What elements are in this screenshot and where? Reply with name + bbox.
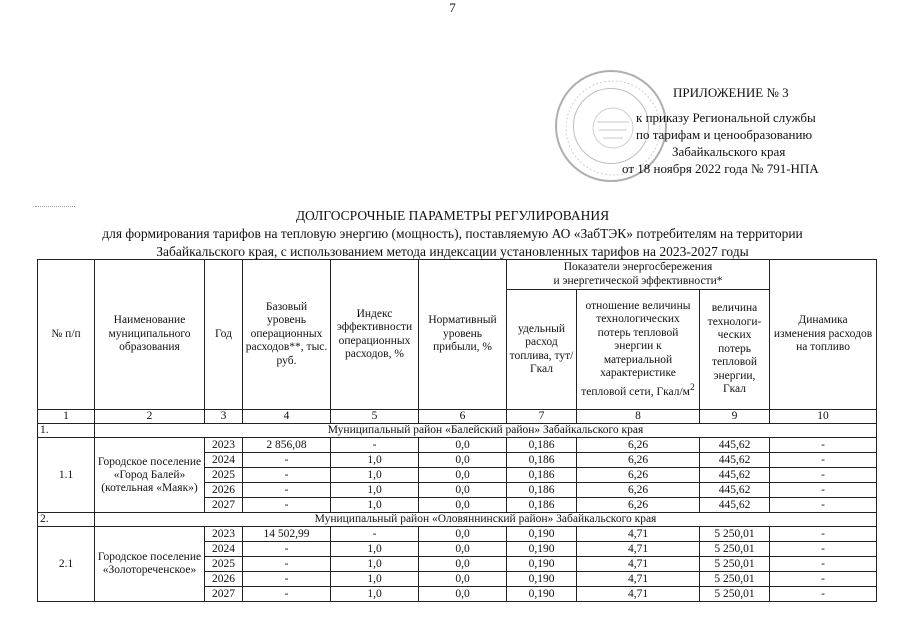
cell-loss-ratio: 4,71 [577, 572, 700, 587]
header-energy-group-line-1: Показатели энергосбережения [563, 261, 713, 273]
cell-year: 2023 [205, 527, 243, 542]
cell-base-level: - [243, 498, 331, 513]
cell-fuel-dynamics: - [770, 438, 877, 453]
appendix-line-1: к приказу Региональной службы [636, 110, 816, 125]
cell-fuel-dynamics: - [770, 483, 877, 498]
section-num: 1. [38, 424, 95, 438]
appendix-line-4: от 18 ноября 2022 года № 791-НПА [622, 161, 819, 176]
cell-base-level: - [243, 572, 331, 587]
cell-tech-losses: 5 250,01 [700, 572, 770, 587]
cell-tech-losses: 445,62 [700, 483, 770, 498]
cell-profit-level: 0,0 [419, 572, 507, 587]
header-base-level: Базовый уровень операционных расходов**, тыс. руб. [243, 260, 331, 410]
col-num: 8 [577, 410, 700, 424]
col-num: 5 [331, 410, 419, 424]
cell-tech-losses: 445,62 [700, 498, 770, 513]
cell-fuel-dynamics: - [770, 557, 877, 572]
header-profit-level: Нормативный уровень прибыли, % [419, 260, 507, 410]
cell-base-level: - [243, 468, 331, 483]
cell-tech-losses: 5 250,01 [700, 527, 770, 542]
cell-base-level: 2 856,08 [243, 438, 331, 453]
appendix-line-2: по тарифам и ценообразованию [636, 127, 813, 142]
cell-efficiency-index: 1,0 [331, 587, 419, 602]
section-row [38, 513, 877, 527]
header-municipality: Наименование муниципального образования [95, 260, 205, 410]
cell-tech-losses: 5 250,01 [700, 557, 770, 572]
cell-year: 2026 [205, 483, 243, 498]
column-number-row [38, 410, 877, 424]
cell-efficiency-index: 1,0 [331, 542, 419, 557]
cell-fuel-rate: 0,186 [507, 438, 577, 453]
municipality-name: Городское поселение «Город Балей» (котельная «Маяк») [95, 438, 205, 513]
cell-fuel-dynamics: - [770, 468, 877, 483]
cell-profit-level: 0,0 [419, 438, 507, 453]
regulation-parameters-table [37, 259, 877, 602]
cell-efficiency-index: 1,0 [331, 498, 419, 513]
cell-fuel-rate: 0,186 [507, 453, 577, 468]
cell-tech-losses: 5 250,01 [700, 587, 770, 602]
document-subtitle-1: для формирования тарифов на тепловую энергию (мощность), поставляемую АО «ЗабТЭК» потребителям на территории [102, 226, 803, 241]
cell-base-level: - [243, 483, 331, 498]
header-num: № п/п [38, 260, 95, 410]
group-num: 2.1 [38, 527, 95, 602]
cell-profit-level: 0,0 [419, 483, 507, 498]
cell-loss-ratio: 6,26 [577, 483, 700, 498]
cell-efficiency-index: - [331, 527, 419, 542]
cell-fuel-rate: 0,190 [507, 542, 577, 557]
cell-profit-level: 0,0 [419, 453, 507, 468]
cell-loss-ratio: 4,71 [577, 527, 700, 542]
group-num: 1.1 [38, 438, 95, 513]
cell-fuel-rate: 0,186 [507, 498, 577, 513]
cell-loss-ratio: 4,71 [577, 557, 700, 572]
document-title-block [0, 207, 905, 261]
col-num: 3 [205, 410, 243, 424]
table-row [38, 527, 877, 542]
header-fuel-rate: удельный расход топлива, тут/Гкал [507, 290, 577, 410]
header-energy-group-line-2: и энергетической эффективности* [553, 274, 723, 287]
section-num: 2. [38, 513, 95, 527]
cell-year: 2024 [205, 453, 243, 468]
cell-fuel-rate: 0,186 [507, 483, 577, 498]
cell-profit-level: 0,0 [419, 527, 507, 542]
cell-loss-ratio: 6,26 [577, 468, 700, 483]
cell-fuel-dynamics: - [770, 542, 877, 557]
col-num: 2 [95, 410, 205, 424]
cell-base-level: - [243, 587, 331, 602]
appendix-line-3: Забайкальского края [672, 144, 786, 159]
cell-fuel-rate: 0,186 [507, 468, 577, 483]
cell-fuel-rate: 0,190 [507, 527, 577, 542]
cell-efficiency-index: 1,0 [331, 453, 419, 468]
header-fuel-dynamics: Динамика изменения расходов на топливо [770, 260, 877, 410]
section-title: Муниципальный район «Оловяннинский район» Забайкальского края [95, 513, 877, 527]
cell-year: 2027 [205, 587, 243, 602]
cell-profit-level: 0,0 [419, 542, 507, 557]
appendix-title: ПРИЛОЖЕНИЕ № 3 [673, 85, 789, 100]
section-title: Муниципальный район «Балейский район» Забайкальского края [95, 424, 877, 438]
cell-profit-level: 0,0 [419, 468, 507, 483]
cell-fuel-rate: 0,190 [507, 557, 577, 572]
header-tech-losses: величина технологи-ческих потерь тепловой энергии, Гкал [700, 290, 770, 410]
cell-year: 2025 [205, 468, 243, 483]
header-efficiency-index: Индекс эффективности операционных расходов, % [331, 260, 419, 410]
header-loss-ratio [577, 290, 700, 410]
table-row [38, 438, 877, 453]
col-num: 10 [770, 410, 877, 424]
document-title: ДОЛГОСРОЧНЫЕ ПАРАМЕТРЫ РЕГУЛИРОВАНИЯ [295, 208, 610, 223]
cell-fuel-rate: 0,190 [507, 572, 577, 587]
cell-loss-ratio: 4,71 [577, 587, 700, 602]
cell-base-level: - [243, 542, 331, 557]
cell-loss-ratio: 4,71 [577, 542, 700, 557]
cell-efficiency-index: 1,0 [331, 557, 419, 572]
cell-profit-level: 0,0 [419, 498, 507, 513]
document-subtitle-2: Забайкальского края, с использованием метода индексации установленных тарифов на 2023-2027 годы [156, 244, 749, 259]
cell-base-level: - [243, 453, 331, 468]
cell-loss-ratio: 6,26 [577, 453, 700, 468]
cell-base-level: 14 502,99 [243, 527, 331, 542]
cell-year: 2025 [205, 557, 243, 572]
cell-base-level: - [243, 557, 331, 572]
cell-loss-ratio: 6,26 [577, 438, 700, 453]
cell-efficiency-index: - [331, 438, 419, 453]
cell-fuel-dynamics: - [770, 572, 877, 587]
col-num: 7 [507, 410, 577, 424]
cell-tech-losses: 5 250,01 [700, 542, 770, 557]
cell-efficiency-index: 1,0 [331, 483, 419, 498]
cell-fuel-dynamics: - [770, 498, 877, 513]
cell-tech-losses: 445,62 [700, 453, 770, 468]
header-energy-group [507, 260, 770, 290]
header-loss-ratio-sup: 2 [689, 381, 695, 393]
cell-efficiency-index: 1,0 [331, 572, 419, 587]
cell-fuel-rate: 0,190 [507, 587, 577, 602]
cell-year: 2024 [205, 542, 243, 557]
cell-profit-level: 0,0 [419, 557, 507, 572]
cell-tech-losses: 445,62 [700, 438, 770, 453]
cell-tech-losses: 445,62 [700, 468, 770, 483]
cell-fuel-dynamics: - [770, 527, 877, 542]
col-num: 9 [700, 410, 770, 424]
page-number: 7 [449, 0, 456, 15]
cell-loss-ratio: 6,26 [577, 498, 700, 513]
municipality-name: Городское поселение «Золотореченское» [95, 527, 205, 602]
cell-year: 2023 [205, 438, 243, 453]
cell-year: 2027 [205, 498, 243, 513]
cell-year: 2026 [205, 572, 243, 587]
col-num: 4 [243, 410, 331, 424]
section-row [38, 424, 877, 438]
header-loss-ratio-text: отношение величины технологических потерь тепловой энергии к материальной характеристике тепловой сети, Гкал/м [581, 299, 691, 398]
cell-fuel-dynamics: - [770, 587, 877, 602]
cell-efficiency-index: 1,0 [331, 468, 419, 483]
cell-profit-level: 0,0 [419, 587, 507, 602]
cell-fuel-dynamics: - [770, 453, 877, 468]
col-num: 1 [38, 410, 95, 424]
col-num: 6 [419, 410, 507, 424]
header-year: Год [205, 260, 243, 410]
